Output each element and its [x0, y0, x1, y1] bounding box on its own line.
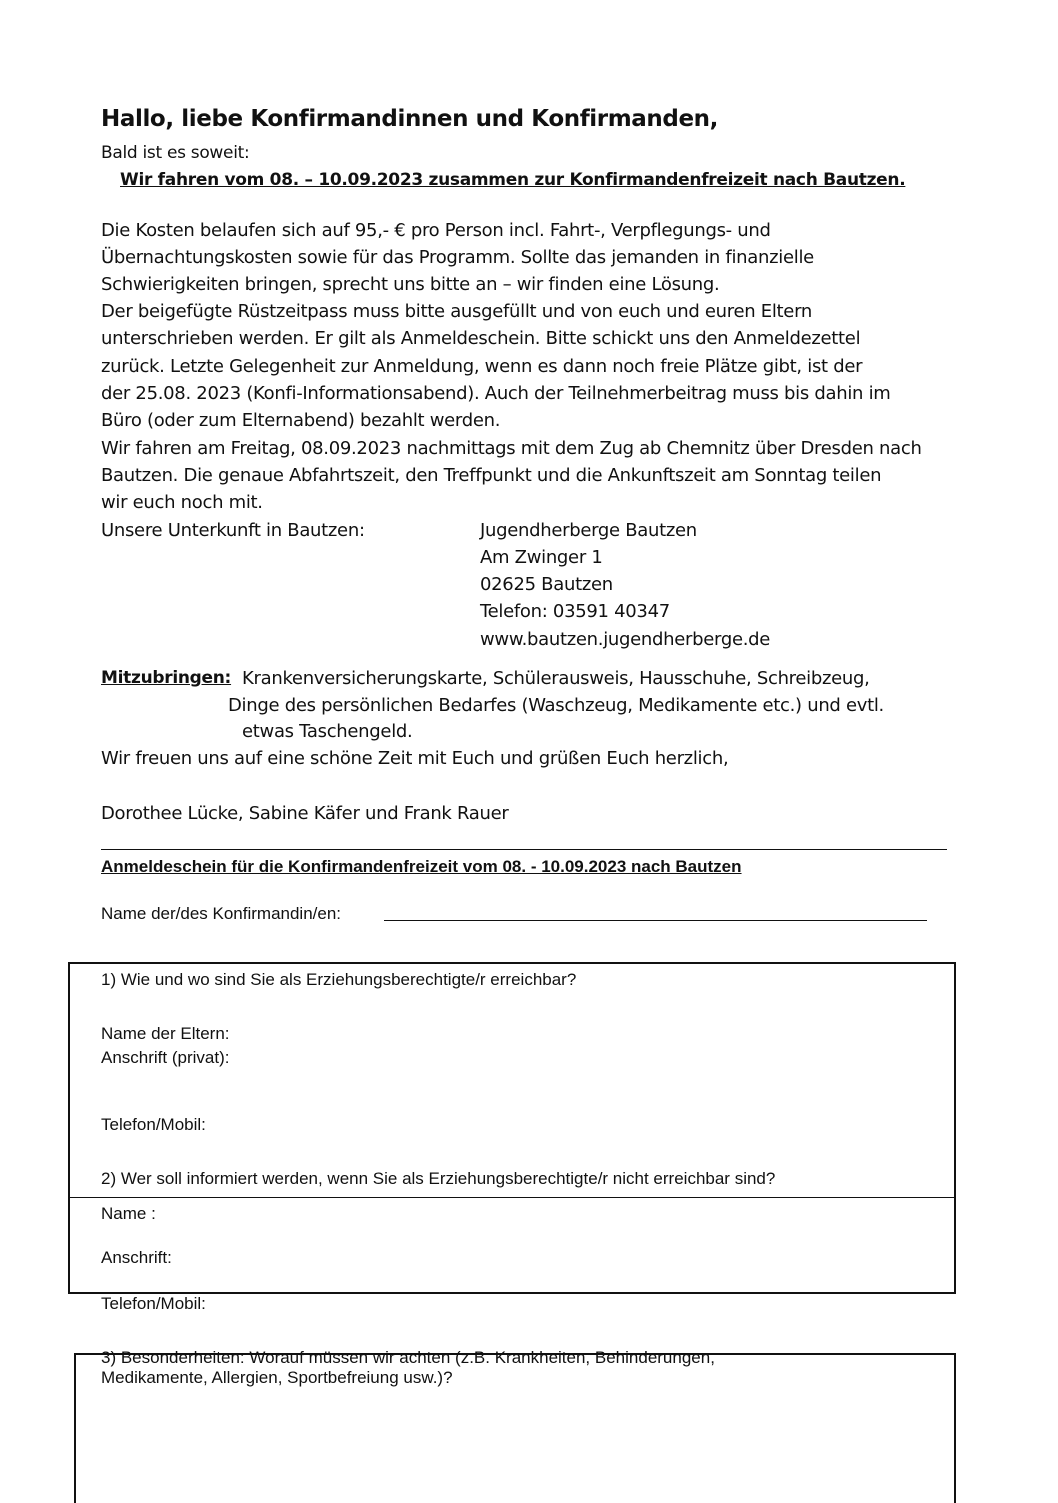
question-3-continued: Medikamente, Allergien, Sportbefreiung usw.)? — [101, 1368, 453, 1387]
form-title: Anmeldeschein für die Konfirmandenfreizeit vom 08. - 10.09.2023 nach Bautzen — [101, 857, 742, 876]
bring-line: etwas Taschengeld. — [242, 721, 413, 742]
participant-name-field[interactable] — [384, 920, 927, 921]
question-2: 2) Wer soll informiert werden, wenn Sie als Erziehungsberechtigte/r nicht erreichbar sind? — [101, 1169, 776, 1188]
body-line: unterschrieben werden. Er gilt als Anmeldeschein. Bitte schickt uns den Anmeldezettel — [101, 328, 861, 349]
question-1: 1) Wie und wo sind Sie als Erziehungsberechtigte/r erreichbar? — [101, 970, 577, 989]
cut-line — [101, 849, 947, 850]
address-line: 02625 Bautzen — [480, 574, 613, 595]
bring-line: Dinge des persönlichen Bedarfes (Waschzeug, Medikamente etc.) und evtl. — [228, 695, 884, 716]
bring-label: Mitzubringen: — [101, 668, 232, 688]
body-line: Büro (oder zum Elternabend) bezahlt werden. — [101, 410, 501, 431]
accommodation-label: Unsere Unterkunft in Bautzen: — [101, 520, 365, 541]
address-line: Am Zwinger 1 — [480, 547, 603, 568]
phone-label: Telefon/Mobil: — [101, 1115, 206, 1134]
body-line: Bautzen. Die genaue Abfahrtszeit, den Treffpunkt und die Ankunftszeit am Sonntag teilen — [101, 465, 882, 486]
phone-line: Telefon: 03591 40347 — [480, 601, 670, 622]
question-3: 3) Besonderheiten: Worauf müssen wir achten (z.B. Krankheiten, Behinderungen, — [101, 1348, 715, 1367]
participant-name-label: Name der/des Konfirmandin/en: — [101, 904, 342, 923]
letter-intro: Bald ist es soweit: — [101, 143, 250, 163]
contact-name-label: Name : — [101, 1204, 156, 1223]
body-line: Wir fahren am Freitag, 08.09.2023 nachmittags mit dem Zug ab Chemnitz über Dresden nach — [101, 438, 922, 459]
body-line: Der beigefügte Rüstzeitpass muss bitte ausgefüllt und von euch und euren Eltern — [101, 301, 812, 322]
closing-line: Wir freuen uns auf eine schöne Zeit mit Euch und grüßen Euch herzlich, — [101, 748, 729, 769]
parents-name-label: Name der Eltern: — [101, 1024, 230, 1043]
body-line: Die Kosten belaufen sich auf 95,- € pro Person incl. Fahrt-, Verpflegungs- und — [101, 220, 771, 241]
website-link[interactable]: www.bautzen.jugendherberge.de — [480, 629, 771, 650]
section-divider — [68, 1197, 956, 1198]
signature: Dorothee Lücke, Sabine Käfer und Frank Rauer — [101, 803, 509, 824]
bring-line: Krankenversicherungskarte, Schülerausweis, Hausschuhe, Schreibzeug, — [242, 668, 870, 689]
trip-headline: Wir fahren vom 08. – 10.09.2023 zusammen zur Konfirmandenfreizeit nach Bautzen. — [120, 170, 906, 190]
body-line: Schwierigkeiten bringen, sprecht uns bitte an – wir finden eine Lösung. — [101, 274, 720, 295]
body-line: Übernachtungskosten sowie für das Programm. Sollte das jemanden in finanzielle — [101, 247, 814, 268]
letter-title: Hallo, liebe Konfirmandinnen und Konfirmanden, — [101, 106, 718, 132]
body-line: zurück. Letzte Gelegenheit zur Anmeldung, wenn es dann noch freie Plätze gibt, ist der — [101, 356, 863, 377]
address-line: Jugendherberge Bautzen — [480, 520, 697, 541]
contact-phone-label: Telefon/Mobil: — [101, 1294, 206, 1313]
private-address-label: Anschrift (privat): — [101, 1048, 230, 1067]
body-line: der 25.08. 2023 (Konfi-Informationsabend). Auch der Teilnehmerbeitrag muss bis dahin im — [101, 383, 891, 404]
contact-address-label: Anschrift: — [101, 1248, 172, 1267]
body-line: wir euch noch mit. — [101, 492, 263, 513]
